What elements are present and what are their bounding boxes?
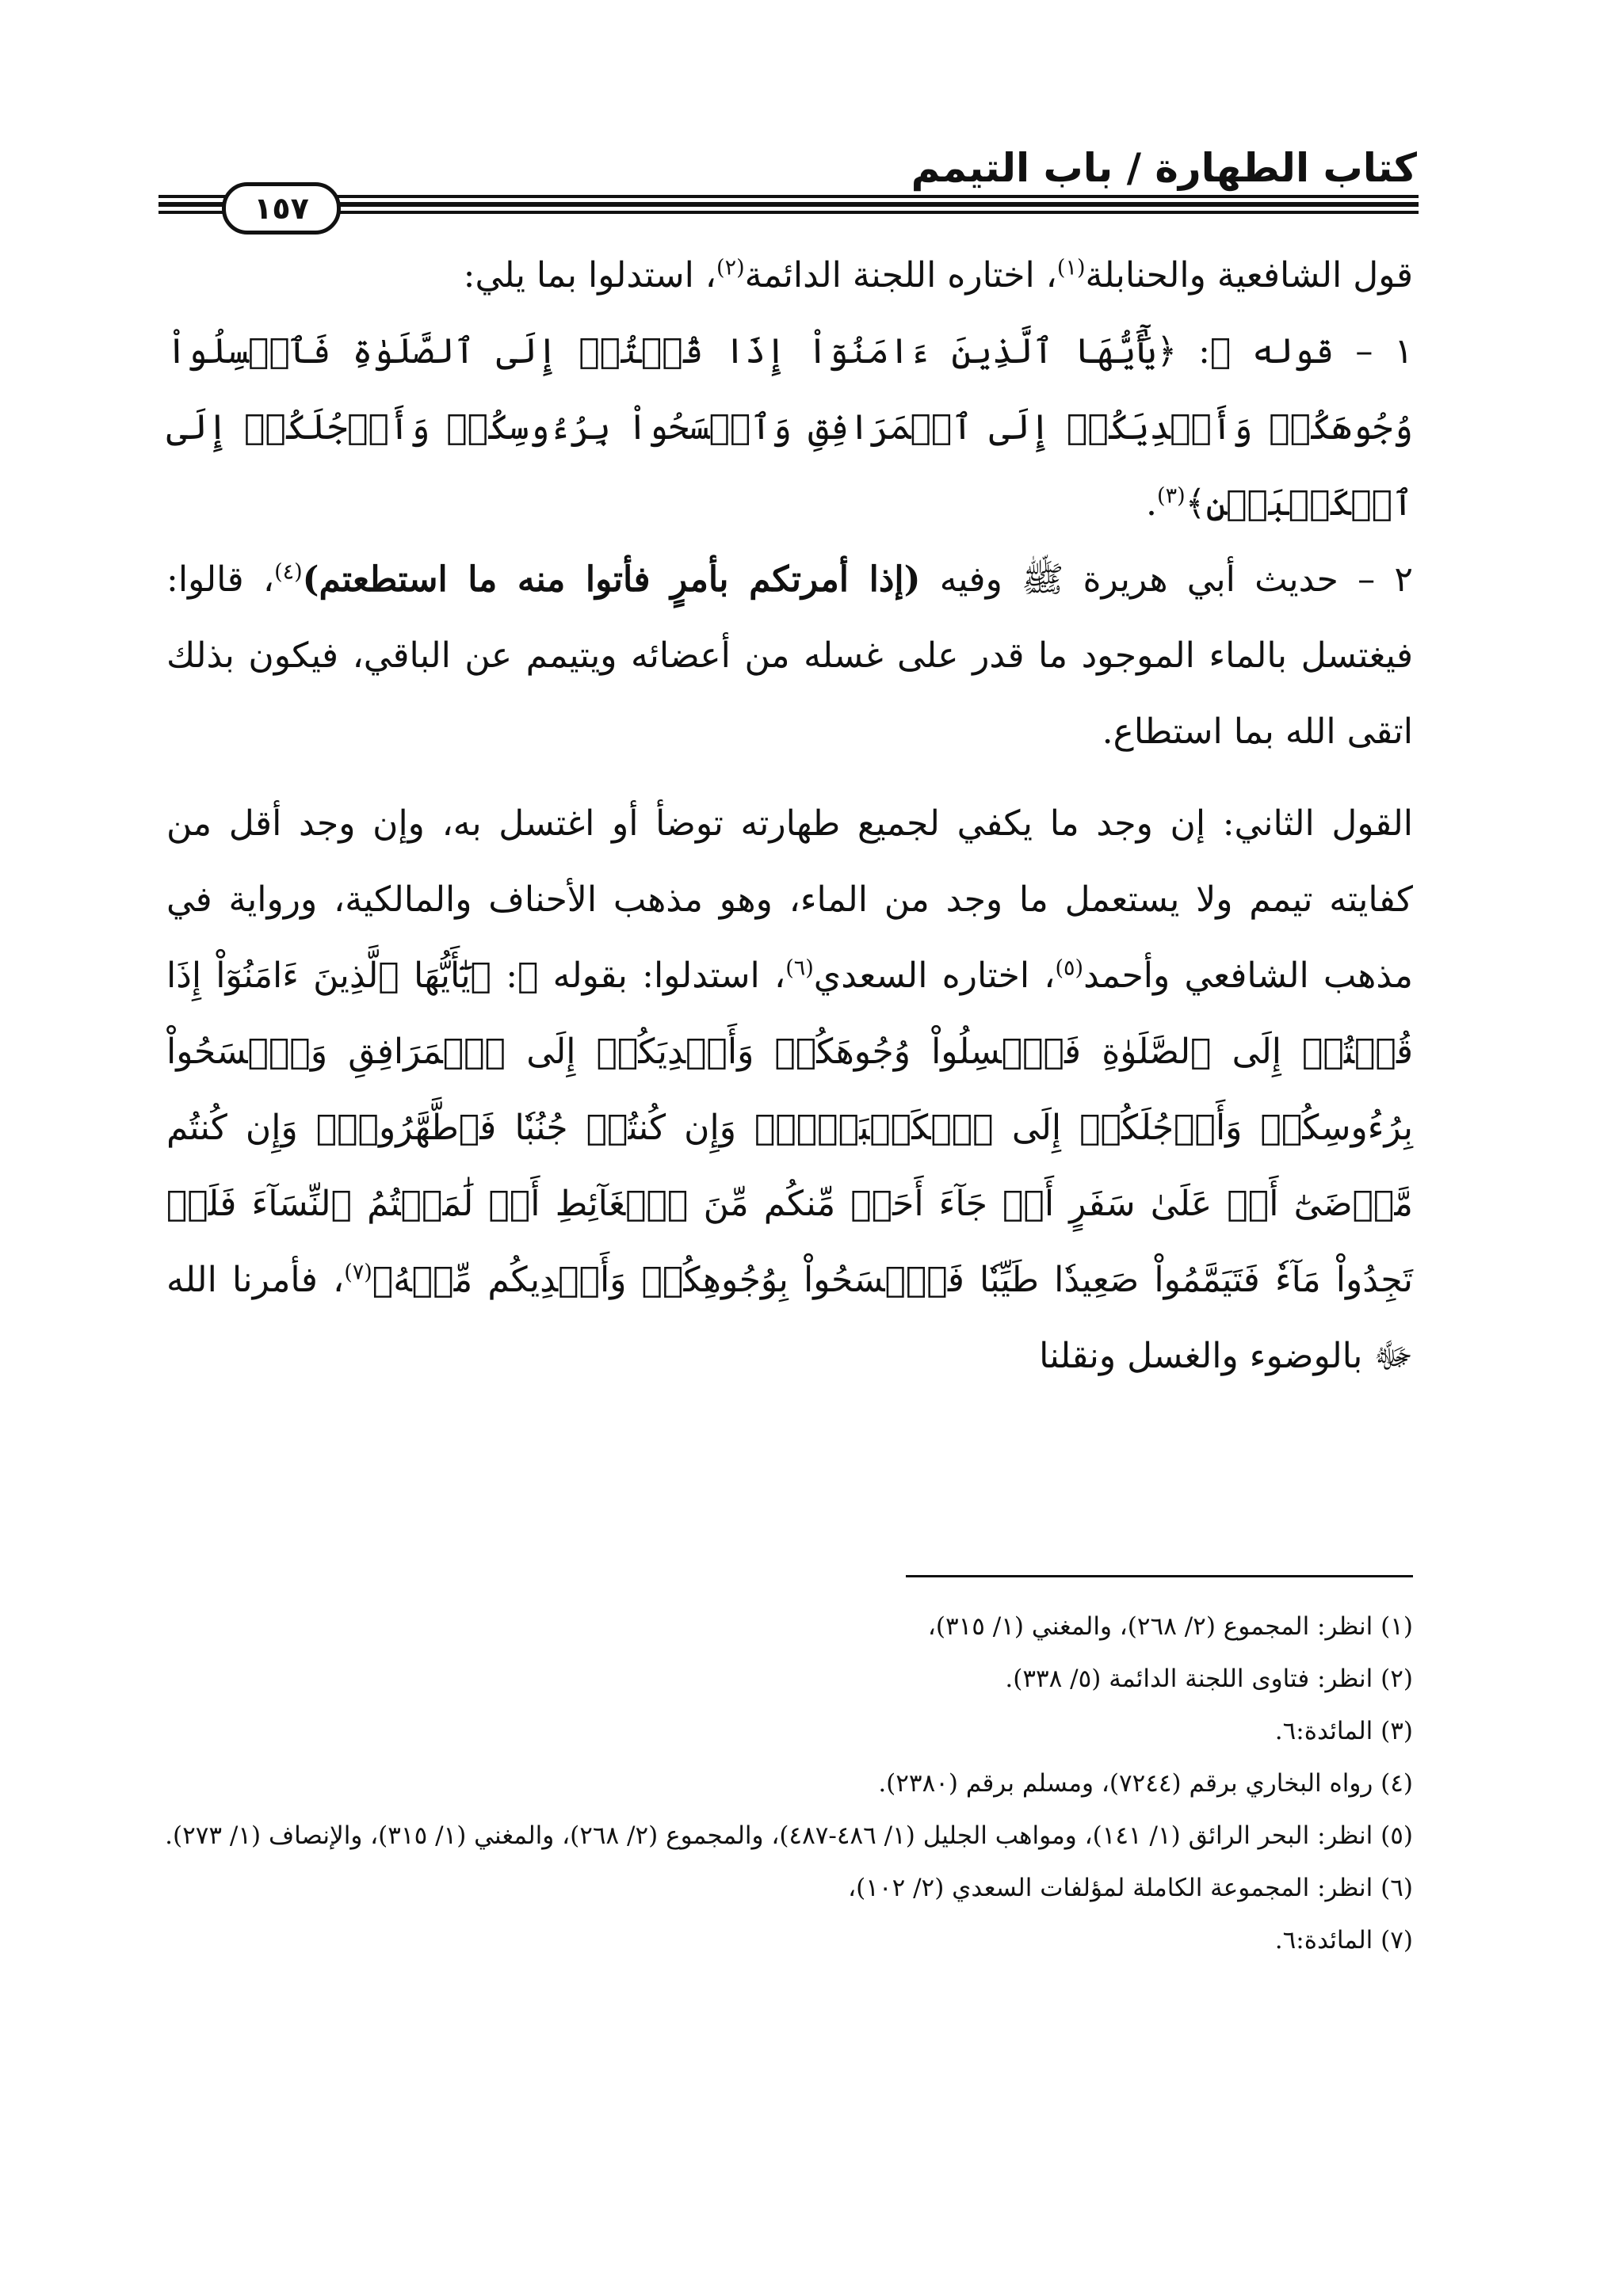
quran-verse: ﴿يَٰٓأَيُّهَا ٱلَّذِينَ ءَامَنُوٓاْ إِذَا قُمۡتُمۡ إِلَى ٱلصَّلَوٰةِ فَٱغۡسِلُواْ وُجُوهَكُمۡ وَأَيۡدِيَكُمۡ إِلَى ٱلۡمَرَافِقِ وَٱمۡسَحُواْ بِرُءُوسِكُمۡ وَأَرۡجُلَكُمۡ إِلَى ٱلۡكَعۡبَيۡنِۚ وَإِن كُنتُمۡ جُنُبٗا فَٱطَّهَّرُواْۚ وَإِن كُنتُم مَّرۡضَىٰٓ أَوۡ عَلَىٰ سَفَرٍ أَوۡ جَآءَ أَحَدٞ مِّنكُم مِّنَ ٱلۡغَآئِطِ أَوۡ لَٰمَسۡتُمُ ٱلنِّسَآءَ فَلَمۡ تَجِدُواْ مَآءٗ فَتَيَمَّمُواْ صَعِيدٗا طَيِّبٗا فَٱمۡسَحُواْ بِوُجُوهِكُمۡ وَأَيۡدِيكُم مِّنۡهُ﴾ bbox=[166, 955, 1413, 1300]
page-number: ١٥٧ bbox=[222, 182, 341, 235]
main-text bbox=[166, 238, 1413, 1394]
footnote-ref-3: (٣) bbox=[1157, 483, 1186, 509]
header-rule-line bbox=[158, 202, 1419, 207]
footnote-2: (٢) انظر: فتاوى اللجنة الدائمة (٥/ ٣٣٨). bbox=[1005, 1665, 1413, 1693]
text-run: ، فأمرنا الله ﷻ بالوضوء والغسل ونقلنا bbox=[166, 1260, 1413, 1376]
paragraph-gap bbox=[166, 770, 1413, 786]
text-run: ١ – قوله ﷻ: bbox=[1177, 331, 1413, 372]
hadith-quote: (إذا أمرتكم بأمرٍ فأتوا منه ما استطعتم) bbox=[302, 559, 921, 600]
footnote-ref-5: (٥) bbox=[1055, 955, 1084, 981]
evidence-item-2 bbox=[166, 542, 1413, 770]
paragraph-first-opinion bbox=[166, 238, 1413, 314]
header-rule bbox=[158, 195, 1419, 214]
footnote-separator bbox=[906, 1575, 1413, 1577]
footnote-ref-4: (٤) bbox=[274, 559, 303, 585]
footnote-ref-6: (٦) bbox=[785, 955, 814, 981]
text-run: القول الثاني: إن وجد ما يكفي لجميع طهارته توضأ أو اغتسل به، وإن وجد أقل من كفايته تيمم ولا يستعمل ما وجد من الماء، وهو مذهب الأحناف والمالكية، ورواية في مذهب الشافعي وأحمد bbox=[166, 803, 1414, 996]
text-run: ، اختاره السعدي bbox=[813, 955, 1056, 996]
running-header-title: كتاب الطهارة / باب التيمم bbox=[911, 145, 1417, 191]
quran-verse: ﴿يَٰٓأَيُّهَا ٱلَّذِينَ ءَامَنُوٓاْ إِذَا قُمۡتُمۡ إِلَى ٱلصَّلَوٰةِ فَٱغۡسِلُواْ وُجُوهَكُمۡ وَأَيۡدِيَكُمۡ إِلَى ٱلۡمَرَافِقِ وَٱمۡسَحُواْ بِرُءُوسِكُمۡ وَأَرۡجُلَكُمۡ إِلَى ٱلۡكَعۡبَيۡنِ﴾ bbox=[166, 331, 1413, 524]
footnote-4: (٤) رواه البخاري برقم (٧٢٤٤)، ومسلم برقم (٢٣٨٠). bbox=[878, 1769, 1413, 1798]
paragraph-second-opinion bbox=[166, 786, 1413, 1394]
footnote-ref-2: (٢) bbox=[716, 255, 745, 280]
header-rule-line bbox=[158, 211, 1419, 214]
text-run: ، استدلوا: بقوله ﷻ: bbox=[491, 955, 786, 996]
text-run: ٢ – حديث أبي هريرة ﷺ وفيه bbox=[920, 559, 1413, 600]
footnote-ref-7: (٧) bbox=[344, 1260, 372, 1285]
footnotes bbox=[162, 1600, 1413, 1966]
header-rule-line bbox=[158, 195, 1419, 198]
footnote-ref-1: (١) bbox=[1056, 255, 1086, 280]
text-run: قول الشافعية والحنابلة bbox=[1085, 255, 1413, 296]
text-run: . bbox=[1146, 483, 1158, 524]
footnote-5: (٥) انظر: البحر الرائق (١/ ١٤١)، ومواهب الجليل (١/ ٤٨٦-٤٨٧)، والمجموع (٢/ ٢٦٨)، والمغني (١/ ٣١٥)، والإنصاف (١/ ٢٧٣). bbox=[165, 1821, 1413, 1850]
evidence-item-1 bbox=[166, 314, 1413, 542]
footnote-6: (٦) انظر: المجموعة الكاملة لمؤلفات السعدي (٢/ ١٠٢)، bbox=[848, 1874, 1413, 1902]
footnote-1: (١) انظر: المجموع (٢/ ٢٦٨)، والمغني (١/ ٣١٥)، bbox=[927, 1612, 1413, 1641]
text-run: ، استدلوا بما يلي: bbox=[463, 255, 717, 296]
footnote-7: (٧) المائدة:٦. bbox=[1274, 1926, 1413, 1955]
footnote-3: (٣) المائدة:٦. bbox=[1274, 1717, 1413, 1745]
text-run: ، قالوا: فيغتسل بالماء الموجود ما قدر على غسله من أعضائه ويتيمم عن الباقي، فيكون بذلك اتقى الله بما استطاع. bbox=[166, 559, 1413, 752]
text-run: ، اختاره اللجنة الدائمة bbox=[744, 255, 1057, 296]
